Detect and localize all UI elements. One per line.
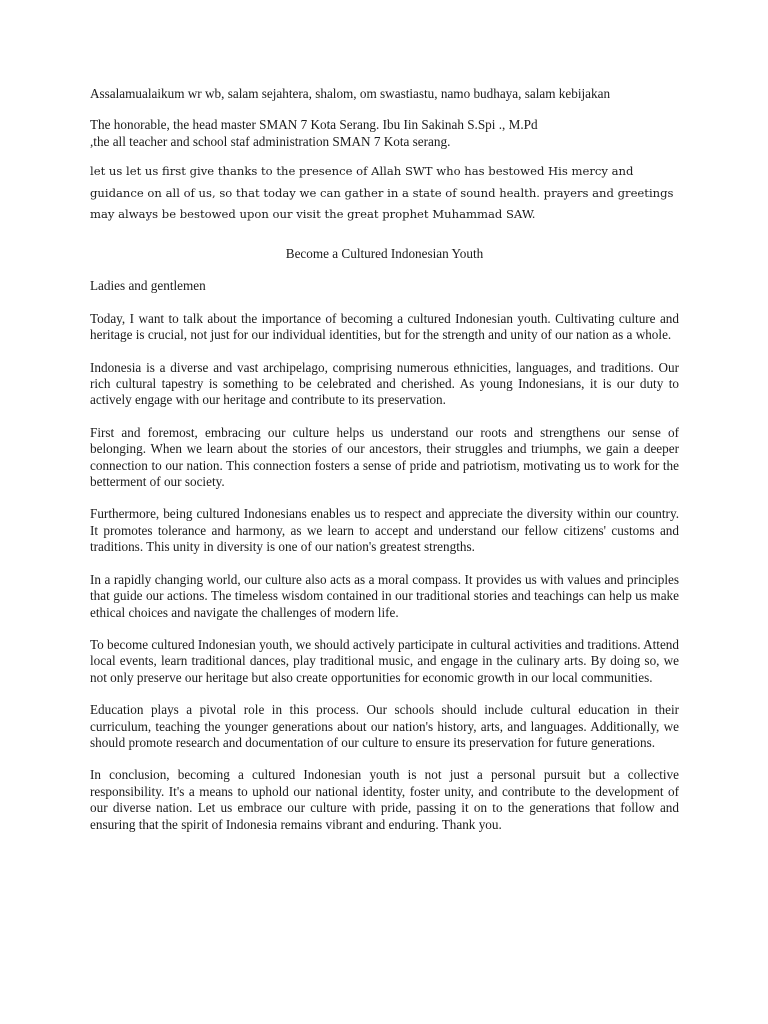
speech-title: Become a Cultured Indonesian Youth	[285, 246, 484, 261]
body-paragraph: In a rapidly changing world, our culture also acts as a moral compass. It provides us with values and principles that guide our actions. The timeless wisdom contained in our traditional stories and teachings can help us make ethical choices and navigate the challenges of modern life.	[90, 571, 679, 620]
honorable-line-2: ,the all teacher and school staf administration SMAN 7 Kota serang.	[90, 133, 451, 149]
honorable-block	[90, 117, 679, 150]
body-paragraph: Today, I want to talk about the importance of becoming a cultured Indonesian youth. Cultivating culture and heritage is crucial, not just for our individual identities, but for the strength and unity of our nation as a whole.	[90, 310, 679, 343]
closing-paragraph: In conclusion, becoming a cultured Indonesian youth is not just a personal pursuit but a collective responsibility. It's a means to uphold our national identity, foster unity, and contribute to the development of our diverse nation. Let us embrace our culture with pride, passing it on to the generations that follow and ensuring that the spirit of Indonesia remains vibrant and enduring. Thank you.	[90, 767, 679, 832]
honorable-line-1: The honorable, the head master SMAN 7 Kota Serang. Ibu Iin Sakinah S.Spi ., M.Pd	[90, 117, 538, 133]
body-paragraph: To become cultured Indonesian youth, we should actively participate in cultural activities and traditions. Attend local events, learn traditional dances, play traditional music, and engage in the culinary arts. By doing so, we not only preserve our heritage but also create opportunities for economic growth in our local communities.	[90, 636, 679, 685]
greeting-line: Assalamualaikum wr wb, salam sejahtera, shalom, om swastiastu, namo budhaya, salam kebijakan	[90, 86, 611, 101]
salutation: Ladies and gentlemen	[90, 278, 206, 294]
body-paragraph: Indonesia is a diverse and vast archipelago, comprising numerous ethnicities, languages, and traditions. Our rich cultural tapestry is something to be celebrated and cherished. As young Indonesians, it is our duty to actively engage with our heritage and contribute to its preservation.	[90, 359, 679, 408]
body-paragraph: Furthermore, being cultured Indonesians enables us to respect and appreciate the diversity within our country. It promotes tolerance and harmony, as we learn to accept and understand our fellow citizens' customs and traditions. This unity in diversity is one of our nation's greatest strengths.	[90, 506, 679, 555]
thanks-paragraph: let us let us first give thanks to the presence of Allah SWT who has bestowed His mercy and guidance on all of us, so that today we can gather in a state of sound health. prayers and greetings may always be bestowed upon our visit the great prophet Muhammad SAW.	[90, 164, 674, 222]
speech-document	[90, 86, 679, 849]
body-paragraph: First and foremost, embracing our culture helps us understand our roots and strengthens our sense of belonging. When we learn about the stories of our ancestors, their struggles and triumphs, we gain a deeper connection to our nation. This connection fosters a sense of pride and patriotism, motivating us to work for the betterment of our society.	[90, 424, 679, 490]
body-paragraph: Education plays a pivotal role in this process. Our schools should include cultural education in their curriculum, teaching the younger generations about our nation's history, arts, and languages. Additionally, we should promote research and documentation of our culture to ensure its preservation for future generations.	[90, 702, 679, 750]
